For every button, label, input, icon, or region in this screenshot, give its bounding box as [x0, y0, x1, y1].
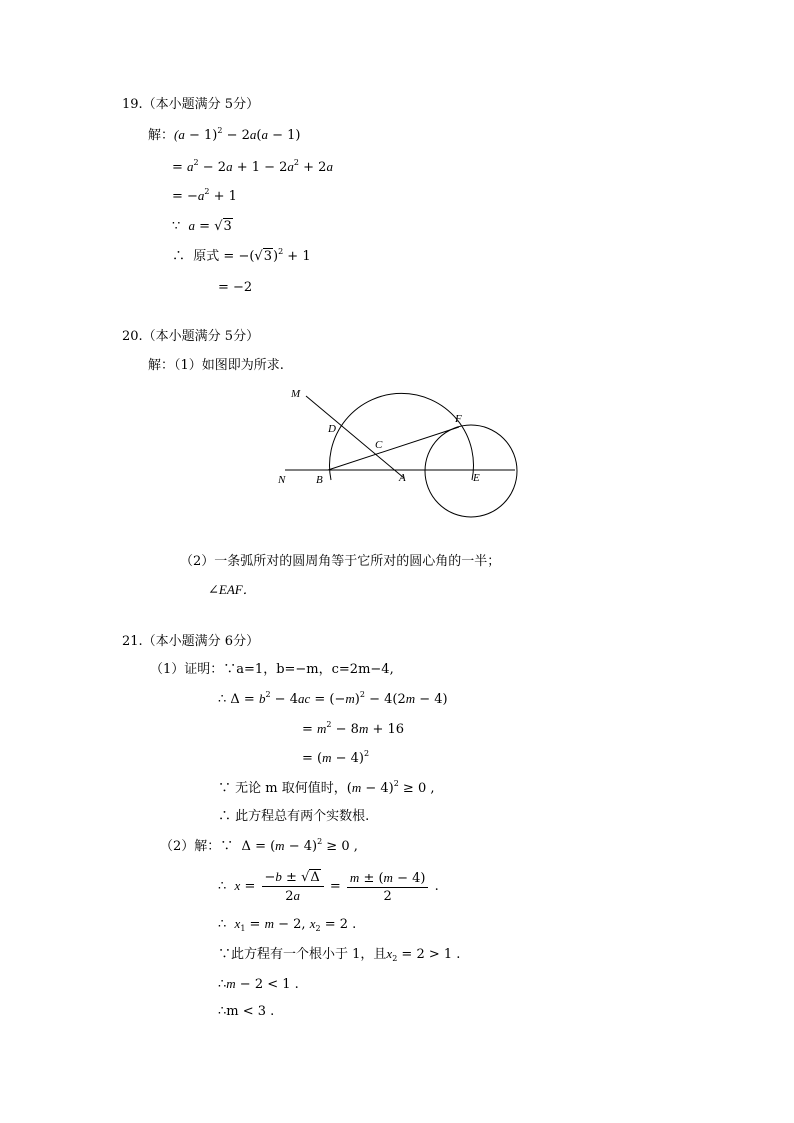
label-e: E	[473, 472, 480, 484]
label-d: D	[328, 423, 336, 435]
q20-part2: （2）一条弧所对的圆周角等于它所对的圆心角的一半；	[180, 554, 501, 569]
label-n: N	[278, 474, 286, 486]
q21-square: = $(m - 4)^2$	[302, 749, 370, 766]
q21-roots: ∴ $x_1 = m - 2$, $x_2 = 2$ .	[218, 916, 357, 933]
q21-m-minus-2: ∴m − 2 < 1 .	[218, 976, 299, 992]
line-ma	[306, 396, 404, 478]
q21-part2-label: （2）解：	[160, 839, 221, 854]
small-circle	[425, 425, 517, 517]
because-symbol: ∵	[172, 219, 181, 234]
q19-line-4: ∵ a = √3	[172, 218, 232, 234]
label-f: F	[455, 413, 462, 425]
large-arc	[330, 393, 474, 480]
q21-for-any-m: 无论 m 取何值时，	[235, 781, 347, 796]
q20-angle: ∠EAF．	[208, 582, 256, 597]
q20-part1: 解：（1）如图即为所求.	[148, 358, 284, 373]
q21-line-part2: （2）解：∵ $\Delta = (m - 4)^2 \ge 0$ ,	[160, 837, 358, 854]
q19-line-1: 解：$(a - 1)^2 - 2a(a - 1)$	[148, 126, 301, 143]
q19-line-2: = $a^2 - 2a + 1 - 2a^2 + 2a$	[172, 158, 333, 175]
q19-header: 19.（本小题满分 5分）	[122, 97, 260, 112]
q19-line-6: = −2	[218, 280, 253, 295]
q19-line-3: = $-a^2 + 1$	[172, 187, 237, 204]
label-b: B	[316, 474, 323, 486]
q21-one-root-less: ∵此方程有一个根小于 1，且$x_2 = 2 > 1$ .	[218, 946, 461, 963]
q21-line-1	[150, 662, 394, 678]
construction-figure	[270, 380, 530, 525]
label-a: A	[399, 472, 406, 484]
q19-solution-label: 解：	[148, 128, 175, 143]
q21-header: 21.（本小题满分 6分）	[122, 634, 260, 649]
q21-expand: = $m^2 - 8m + 16$	[302, 720, 405, 737]
q19-line-5: ∴ 原式 = $-(√3)^2 + 1$	[172, 247, 311, 264]
q21-two-roots: ∴ 此方程总有两个实数根.	[218, 809, 370, 824]
q20-header: 20.（本小题满分 5分）	[122, 329, 260, 344]
q21-part1-label: （1）证明：	[150, 662, 224, 677]
label-m: M	[291, 388, 301, 400]
label-c: C	[375, 439, 383, 451]
q21-discriminant: ∴ $\Delta = b^2 - 4ac = (-m)^2 - 4(2m - 4)$	[218, 690, 448, 707]
q21-one-root-text: ∵此方程有一个根小于 1，且	[218, 947, 387, 962]
q21-given: ∵a=1，b=−m，c=2m−4,	[223, 662, 394, 677]
q19-original-expression-label: 原式	[193, 249, 220, 264]
therefore-symbol: ∴	[172, 249, 186, 264]
q21-nonneg: ∵ 无论 m 取何值时，$(m - 4)^2 \ge 0$ ,	[218, 779, 435, 796]
q21-m-lt-3: ∴m < 3 .	[218, 1004, 275, 1019]
q21-root-formula: ∴ x = $\frac{-b \pm √\Delta}{2a}$ = $\frac{m \pm (m - 4)}{2}$ .	[218, 869, 439, 904]
line-bf	[328, 427, 459, 470]
